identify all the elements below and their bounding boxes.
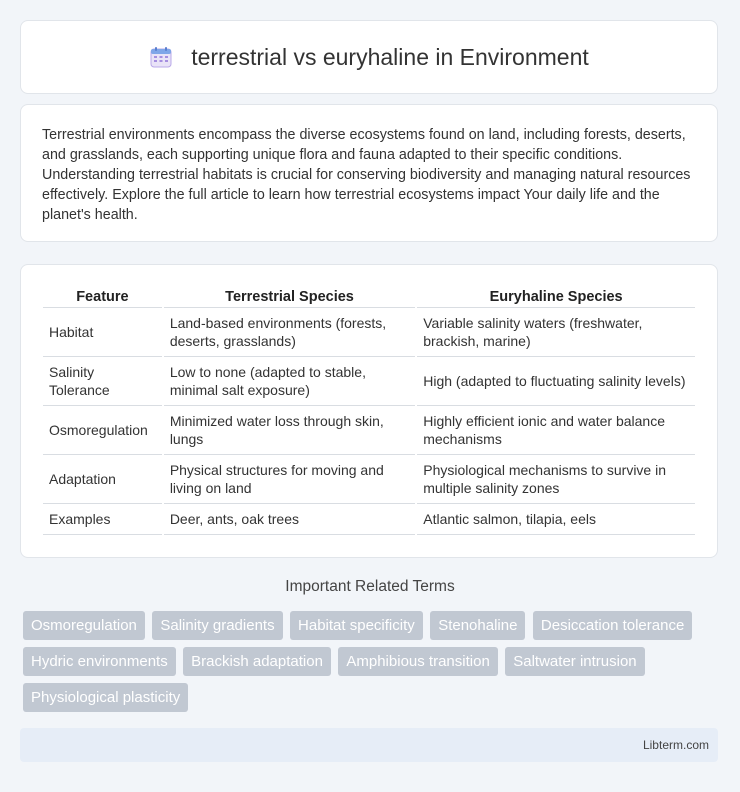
intro-card (20, 104, 718, 242)
tag-stenohaline[interactable]: Stenohaline (430, 611, 525, 640)
feature-cell: Habitat (43, 308, 162, 357)
euryhaline-cell: Physiological mechanisms to survive in multiple salinity zones (417, 455, 695, 504)
footer-brand-link[interactable]: Libterm.com (642, 738, 709, 752)
footer (20, 728, 718, 762)
title-card (20, 20, 718, 94)
feature-cell: Adaptation (43, 455, 162, 504)
table-row (43, 504, 695, 535)
comparison-table (41, 283, 697, 535)
page-title: terrestrial vs euryhaline in Environment (191, 43, 589, 70)
header-feature: Feature (43, 283, 162, 308)
feature-cell: Salinity Tolerance (43, 357, 162, 406)
terrestrial-cell: Low to none (adapted to stable, minimal salt exposure) (164, 357, 415, 406)
tag-salinity-gradients[interactable]: Salinity gradients (152, 611, 282, 640)
euryhaline-cell: High (adapted to fluctuating salinity levels) (417, 357, 695, 406)
tag-brackish-adaptation[interactable]: Brackish adaptation (183, 647, 331, 676)
tag-habitat-specificity[interactable]: Habitat specificity (290, 611, 423, 640)
terrestrial-cell: Land-based environments (forests, deserts, grasslands) (164, 308, 415, 357)
table-header-row (43, 283, 695, 308)
table-row (43, 308, 695, 357)
header-euryhaline: Euryhaline Species (417, 283, 695, 308)
feature-cell: Examples (43, 504, 162, 535)
related-terms-title: Important Related Terms (285, 578, 455, 595)
table-row (43, 455, 695, 504)
euryhaline-cell: Atlantic salmon, tilapia, eels (417, 504, 695, 535)
feature-cell: Osmoregulation (43, 406, 162, 455)
euryhaline-cell: Highly efficient ionic and water balance mechanisms (417, 406, 695, 455)
terrestrial-cell: Minimized water loss through skin, lungs (164, 406, 415, 455)
terrestrial-cell: Deer, ants, oak trees (164, 504, 415, 535)
terrestrial-cell: Physical structures for moving and living on land (164, 455, 415, 504)
comparison-table-card (20, 264, 718, 558)
tag-osmoregulation[interactable]: Osmoregulation (23, 611, 145, 640)
table-row (43, 406, 695, 455)
calendar-icon (149, 45, 173, 69)
euryhaline-cell: Variable salinity waters (freshwater, brackish, marine) (417, 308, 695, 357)
tag-physiological-plasticity[interactable]: Physiological plasticity (23, 683, 188, 712)
header-terrestrial: Terrestrial Species (164, 283, 415, 308)
table-row (43, 357, 695, 406)
related-terms-list (23, 611, 723, 719)
tag-desiccation-tolerance[interactable]: Desiccation tolerance (533, 611, 692, 640)
tag-saltwater-intrusion[interactable]: Saltwater intrusion (505, 647, 644, 676)
intro-text: Terrestrial environments encompass the diverse ecosystems found on land, including forests, deserts, and grasslands, each supporting unique flora and fauna adapted to their specific conditions. Understanding terrestrial habitats is crucial for conserving biodiversity and managing natural resources effectively. Explore the full article to learn how terrestrial ecosystems impact Your daily life and the planet's health. (42, 127, 691, 223)
tag-hydric-environments[interactable]: Hydric environments (23, 647, 176, 676)
tag-amphibious-transition[interactable]: Amphibious transition (338, 647, 497, 676)
